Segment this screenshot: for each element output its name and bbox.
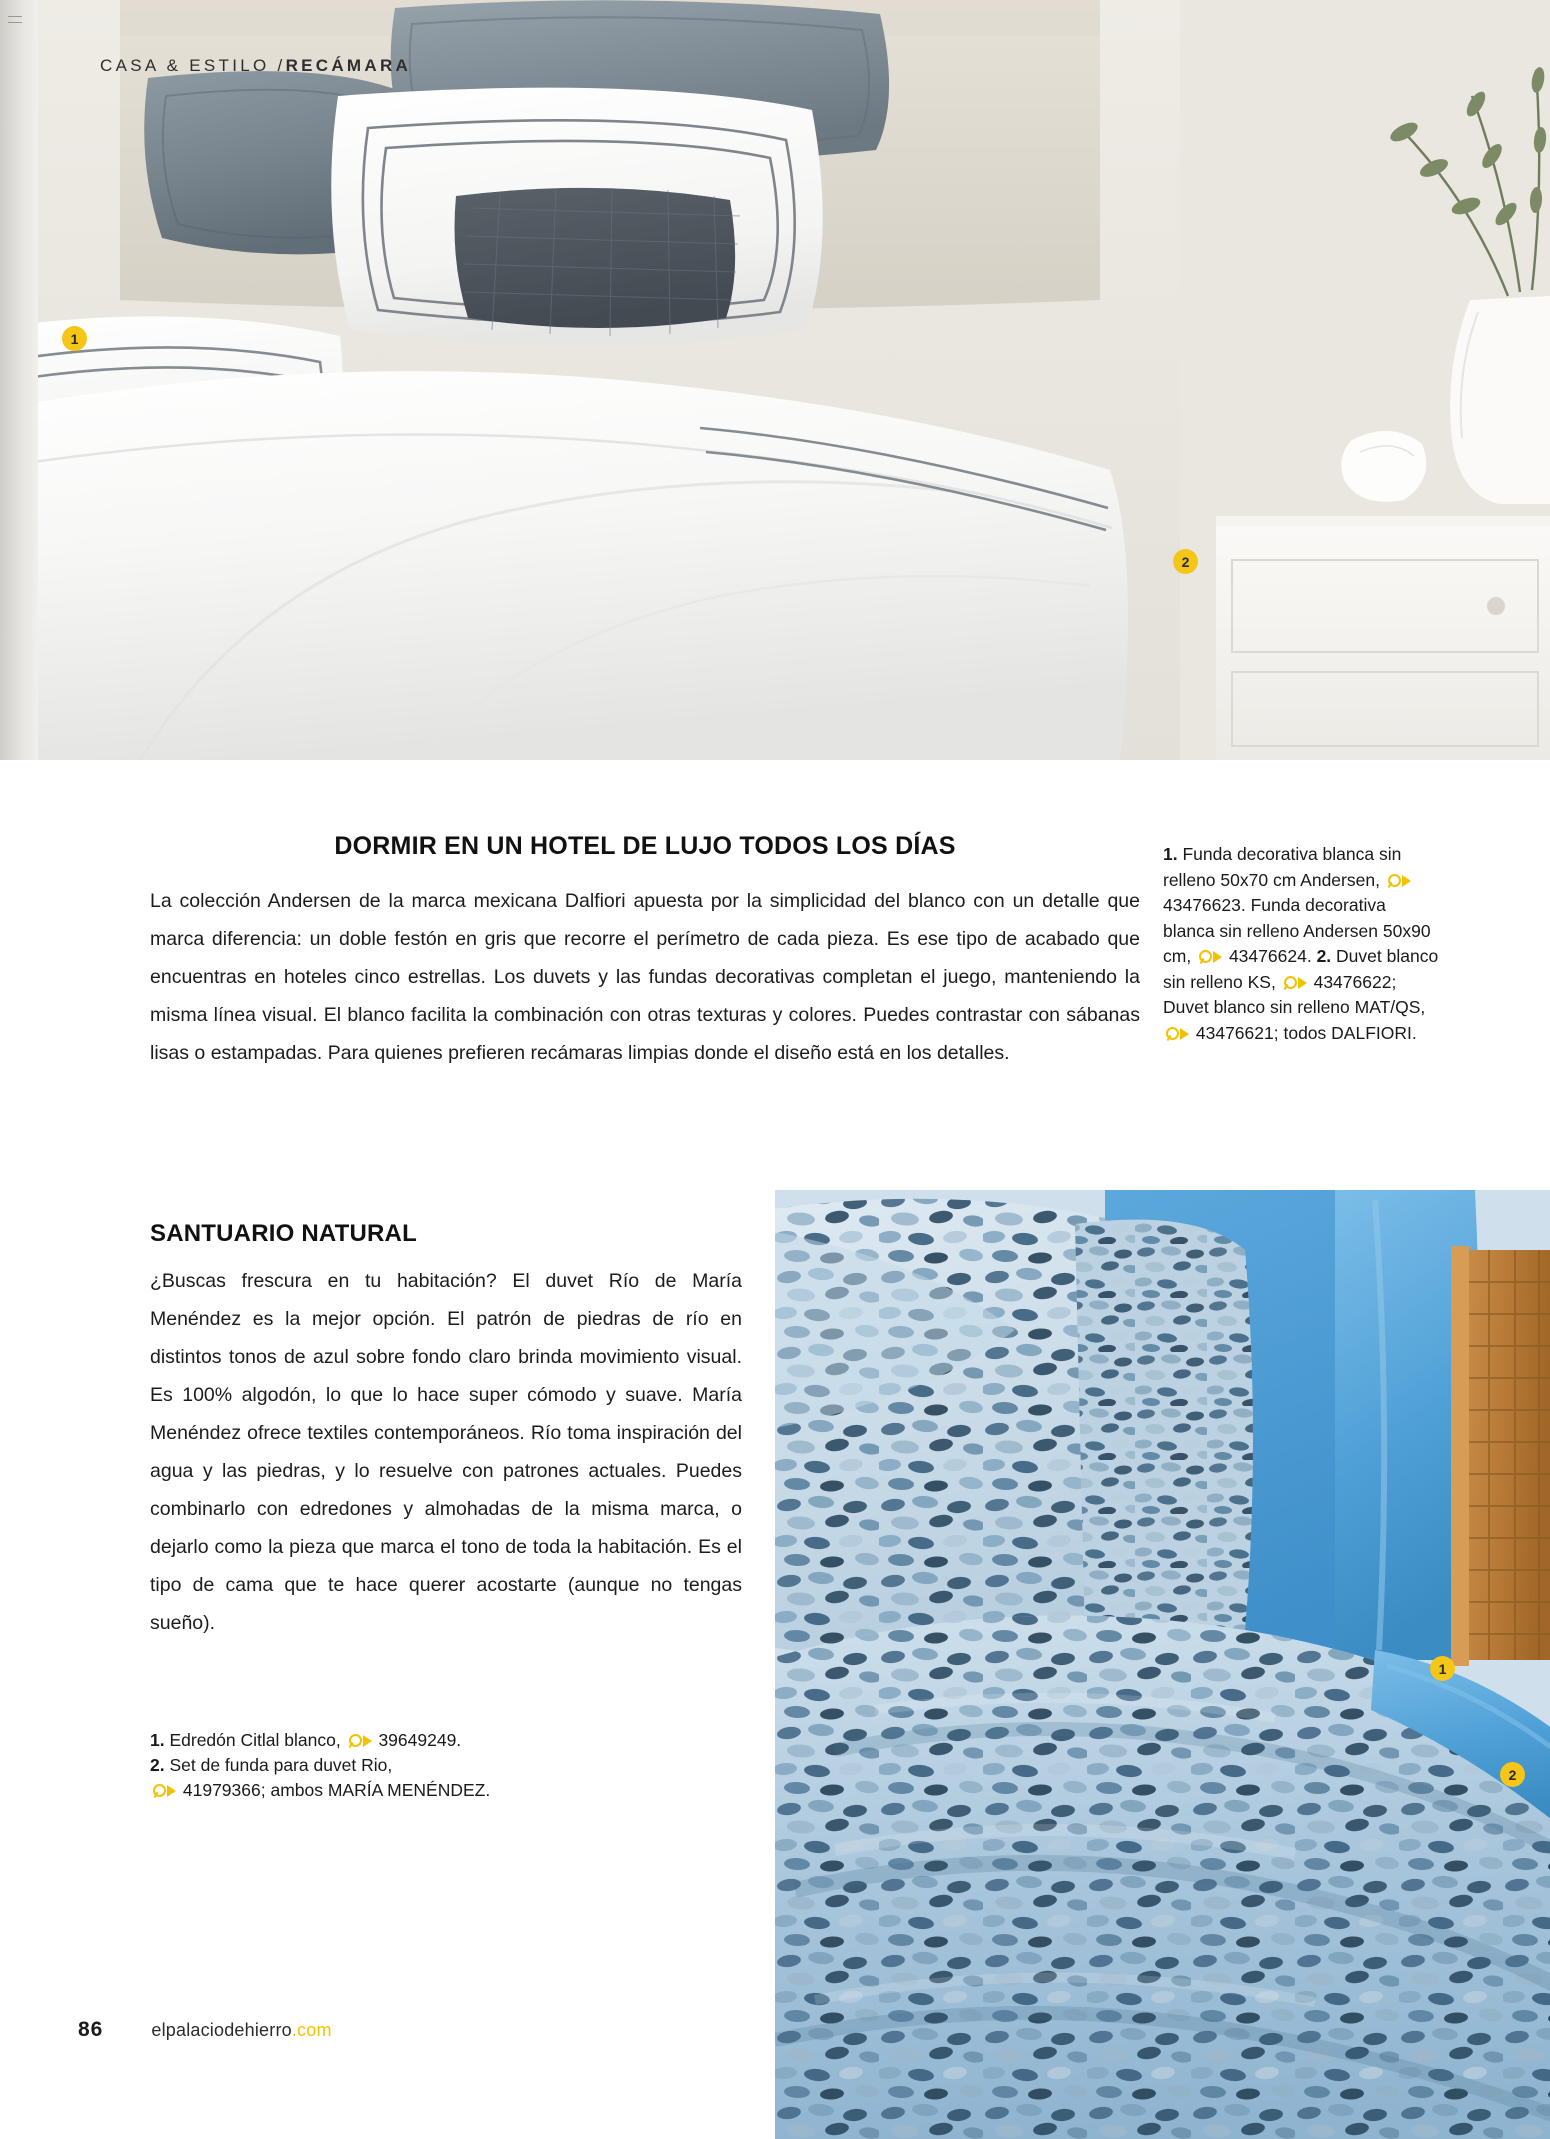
caption-brand: todos DALFIORI. bbox=[1283, 1022, 1417, 1043]
play-icon bbox=[1213, 951, 1222, 963]
spine-mark-icon bbox=[8, 16, 22, 23]
credit-item-1-sku: 39649249. bbox=[378, 1730, 462, 1750]
caption-item-2-desc: Duvet blanco sin relleno KS, bbox=[1163, 946, 1439, 992]
credit-item-2-desc: Set de funda para duvet Rio, bbox=[164, 1755, 393, 1775]
article-body-top: La colección Andersen de la marca mexicana Dalfiori apuesta por la simplicidad del blanco con un detalle que marca diferencia: un doble festón en gris que recorre el perímetro de cada pieza. Es ese tipo de acabado que encuentras en hoteles cinco estrellas. Los duvets y las fundas decorativas completan el juego, manteniendo la misma línea visual. El blanco facilita la combinación con otras texturas y colores. Puedes contrastar con sábanas lisas o estampadas. Para quienes prefieren recámaras limpias donde el diseño está en los detalles. bbox=[150, 890, 1140, 1064]
page-footer bbox=[78, 2018, 332, 2042]
credit-item-1-desc: Edredón Citlal blanco, bbox=[164, 1730, 341, 1750]
caption-item-1-desc: Funda decorativa blanca sin relleno 50x70 cm Andersen, bbox=[1163, 844, 1402, 890]
hero-photo-image bbox=[0, 0, 1550, 760]
credit-item-2-number: 2. bbox=[150, 1755, 165, 1775]
caption-item-2-sku: 43476622; bbox=[1313, 971, 1397, 992]
section-kicker bbox=[100, 56, 411, 76]
hero-callout-badge-1[interactable]: 1 bbox=[62, 326, 87, 351]
play-icon bbox=[1180, 1028, 1189, 1040]
bottom-callout-badge-2[interactable]: 2 bbox=[1500, 1762, 1525, 1787]
hero-callout-badge-2[interactable]: 2 bbox=[1173, 549, 1198, 574]
play-icon bbox=[1298, 977, 1307, 989]
kicker-prefix: CASA & ESTILO / bbox=[100, 56, 286, 75]
credit-item-2-sku: 41979366; ambos MARÍA MENÉNDEZ. bbox=[182, 1780, 491, 1800]
search-icon[interactable] bbox=[152, 1784, 176, 1798]
caption-item-2b-desc: Duvet blanco sin relleno MAT/QS, bbox=[1163, 997, 1426, 1017]
bottom-callout-badge-1[interactable]: 1 bbox=[1430, 1656, 1455, 1681]
article-body-bottom: ¿Buscas frescura en tu habitación? El duvet Río de María Menéndez es la mejor opción. El patrón de piedras de río en distintos tonos de azul sobre fondo claro brinda movimiento visual. Es 100% algodón, lo que lo hace super cómodo y suave. María Menéndez ofrece textiles contemporáneos. Río toma inspiración del agua y las piedras, y lo resuelve con patrones actuales. Puedes combinarlo con edredones y almohadas de la misma marca, o dejarlo como la pieza que marca el tono de toda la habitación. Es el tipo de cama que te hace querer acostarte (aunque no tengas sueño). bbox=[150, 1270, 742, 1634]
caption-item-2b-sku: 43476621; bbox=[1195, 1022, 1279, 1043]
brand-name: elpalaciodehierro bbox=[151, 2020, 292, 2040]
search-icon[interactable] bbox=[1198, 950, 1222, 964]
search-icon[interactable] bbox=[1387, 874, 1411, 888]
article-headline: DORMIR EN UN HOTEL DE LUJO TODOS LOS DÍAS bbox=[334, 832, 956, 860]
search-icon[interactable] bbox=[1283, 976, 1307, 990]
play-icon bbox=[1402, 875, 1411, 887]
search-icon[interactable] bbox=[348, 1734, 372, 1748]
caption-item-1-sku: 43476623. bbox=[1163, 895, 1246, 915]
kicker-category: RECÁMARA bbox=[285, 56, 412, 75]
caption-item-1-number: 1. bbox=[1163, 844, 1178, 864]
brand-tld: .com bbox=[291, 2020, 332, 2040]
page-spine bbox=[0, 0, 38, 760]
product-caption-bottom bbox=[150, 1728, 710, 1803]
product-caption-top bbox=[1163, 842, 1441, 1046]
page-number: 86 bbox=[78, 2018, 104, 2041]
caption-item-2-number: 2. bbox=[1316, 946, 1332, 966]
caption-item-1b-sku: 43476624. bbox=[1228, 946, 1312, 966]
brand-url[interactable] bbox=[151, 2020, 331, 2041]
caption-item-1b-desc: Funda decorativa blanca sin relleno Andersen 50x90 cm, bbox=[1163, 895, 1431, 966]
hero-photo bbox=[0, 0, 1550, 760]
play-icon bbox=[363, 1735, 372, 1747]
credit-item-1-number: 1. bbox=[150, 1730, 165, 1750]
play-icon bbox=[167, 1785, 176, 1797]
section-title-santuario: SANTUARIO NATURAL bbox=[150, 1220, 417, 1247]
search-icon[interactable] bbox=[1165, 1027, 1189, 1041]
